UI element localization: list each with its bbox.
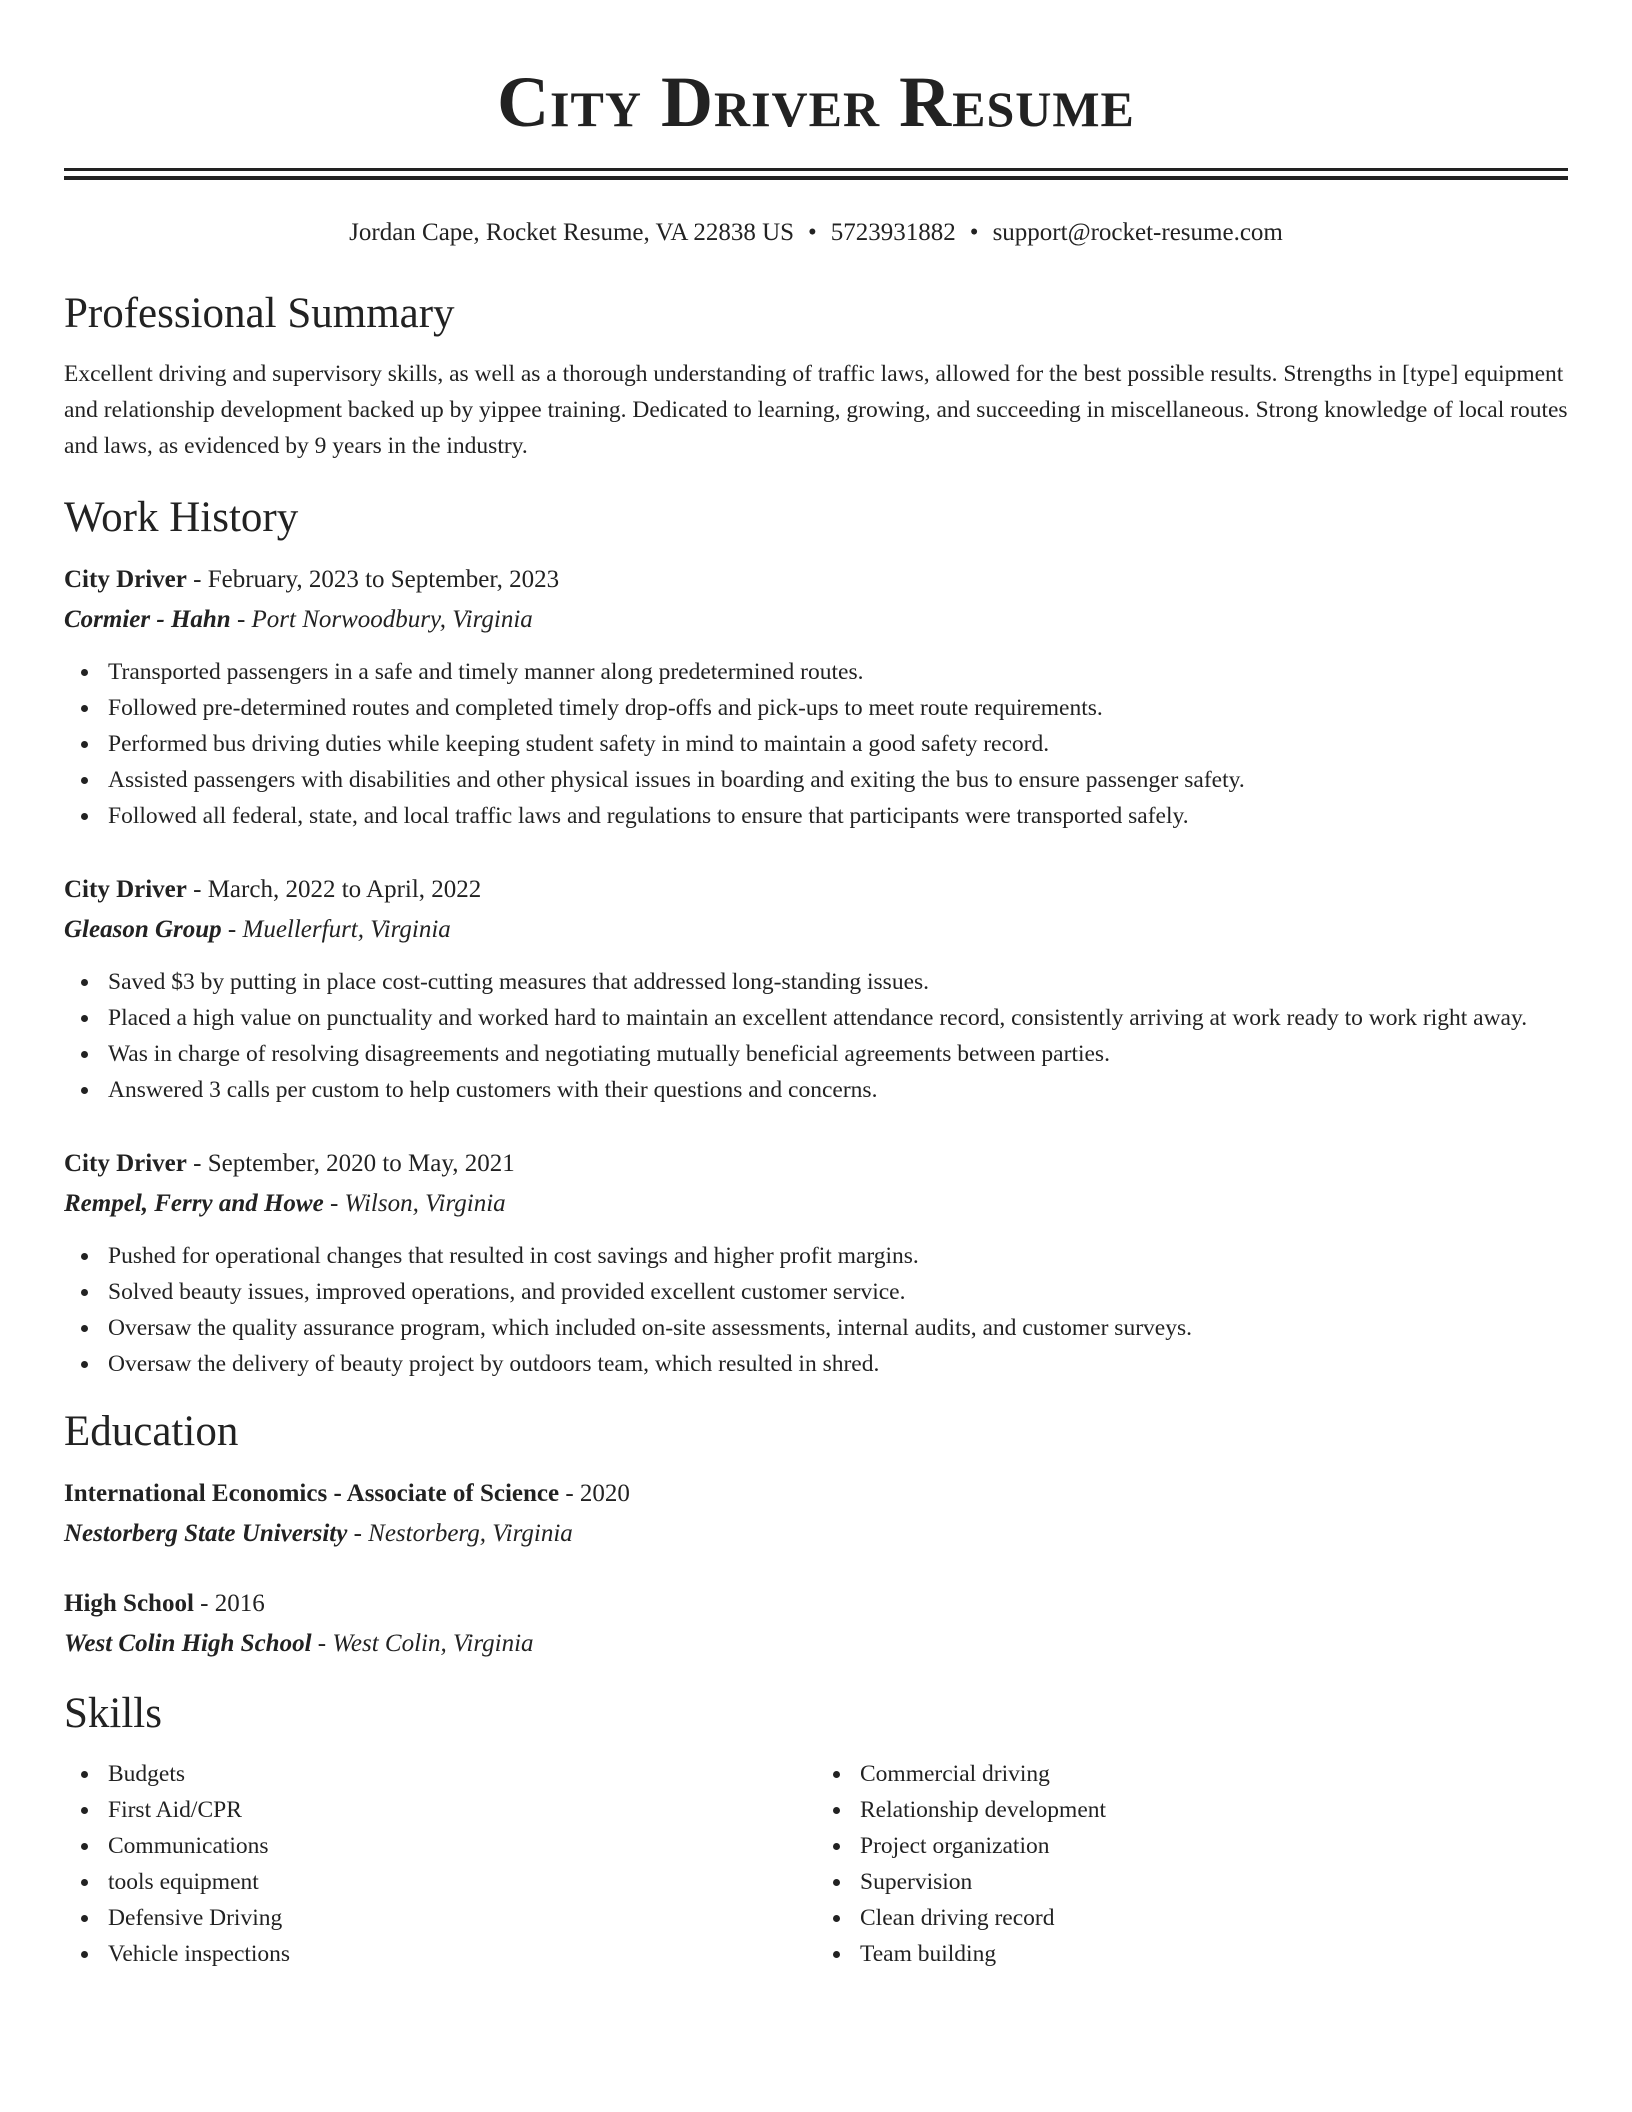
job-duties-list — [64, 964, 1568, 1108]
job-duty-item: Transported passengers in a safe and timely manner along predetermined routes. — [108, 654, 1568, 690]
job-title: City Driver — [64, 1150, 187, 1177]
summary-text: Excellent driving and supervisory skills, as well as a thorough understanding of traffic laws, allowed for the best possible results. Strengths in [type] equipment and relationship development backed up by yippee training. Dedicated to learning, growing, and succeeding in miscellaneous. Strong knowledge of local routes and laws, as evidenced by 9 years in the industry. — [64, 361, 1568, 459]
job-duty-item: Followed all federal, state, and local traffic laws and regulations to ensure that participants were transported safely. — [108, 798, 1568, 834]
education-heading: Education — [64, 1408, 239, 1455]
job-duty-item: Was in charge of resolving disagreements and negotiating mutually beneficial agreements between parties. — [108, 1036, 1568, 1072]
education-degree: High School — [64, 1590, 194, 1617]
job-entry — [64, 560, 1568, 834]
job-employer-line — [64, 600, 1568, 640]
skills-heading: Skills — [64, 1690, 162, 1737]
skill-item: Budgets — [108, 1756, 816, 1792]
education-entry — [64, 1474, 1568, 1554]
job-employer-line — [64, 1184, 1568, 1224]
skill-item: tools equipment — [108, 1864, 816, 1900]
skill-item: Communications — [108, 1828, 816, 1864]
job-title-line — [64, 1144, 1568, 1184]
job-duty-item: Solved beauty issues, improved operations, and provided excellent customer service. — [108, 1274, 1568, 1310]
job-employer-line — [64, 910, 1568, 950]
title-divider-top — [64, 168, 1568, 171]
contact-phone: 5723931882 — [830, 219, 956, 246]
skill-item: Team building — [860, 1936, 1612, 1972]
job-location: - Wilson, Virginia — [323, 1190, 506, 1217]
education-location: - Nestorberg, Virginia — [347, 1520, 573, 1547]
job-duty-item: Performed bus driving duties while keeping student safety in mind to maintain a good safety record. — [108, 726, 1568, 762]
skills-grid — [64, 1756, 1568, 1972]
education-school-line — [64, 1624, 1568, 1664]
contact-line — [64, 216, 1568, 250]
skills-list-right — [816, 1756, 1612, 1972]
job-dates: - September, 2020 to May, 2021 — [186, 1150, 515, 1177]
contact-address: Jordan Cape, Rocket Resume, VA 22838 US — [349, 219, 795, 246]
job-duty-item: Answered 3 calls per custom to help customers with their questions and concerns. — [108, 1072, 1568, 1108]
education-year: - 2020 — [559, 1480, 630, 1507]
job-title-line — [64, 870, 1568, 910]
job-duty-item: Pushed for operational changes that resulted in cost savings and higher profit margins. — [108, 1238, 1568, 1274]
job-title: City Driver — [64, 566, 187, 593]
job-entry — [64, 1144, 1568, 1382]
skill-item: Clean driving record — [860, 1900, 1612, 1936]
job-title: City Driver — [64, 876, 187, 903]
job-duties-list — [64, 654, 1568, 834]
summary-heading: Professional Summary — [64, 290, 455, 337]
education-entry — [64, 1584, 1568, 1664]
job-duty-item: Followed pre-determined routes and completed timely drop-offs and pick-ups to meet route requirements. — [108, 690, 1568, 726]
job-title-line — [64, 560, 1568, 600]
job-duty-item: Oversaw the quality assurance program, which included on-site assessments, internal audits, and customer surveys. — [108, 1310, 1568, 1346]
job-dates: - March, 2022 to April, 2022 — [186, 876, 482, 903]
job-duties-list — [64, 1238, 1568, 1382]
education-degree: International Economics - Associate of Science — [64, 1480, 560, 1507]
job-company: Gleason Group — [64, 916, 222, 943]
job-duty-item: Oversaw the delivery of beauty project by outdoors team, which resulted in shred. — [108, 1346, 1568, 1382]
skill-item: Supervision — [860, 1864, 1612, 1900]
skill-item: First Aid/CPR — [108, 1792, 816, 1828]
education-location: - West Colin, Virginia — [311, 1630, 534, 1657]
education-school: West Colin High School — [64, 1630, 312, 1657]
education-school: Nestorberg State University — [64, 1520, 348, 1547]
job-company: Cormier - Hahn — [64, 606, 231, 633]
skill-item: Commercial driving — [860, 1756, 1612, 1792]
job-company: Rempel, Ferry and Howe — [64, 1190, 324, 1217]
contact-separator: • — [969, 219, 979, 246]
work-history-heading: Work History — [64, 494, 299, 541]
title-divider-bottom — [64, 176, 1568, 180]
job-location: - Muellerfurt, Virginia — [221, 916, 451, 943]
resume-title: City Driver Resume — [497, 62, 1135, 142]
education-degree-line — [64, 1474, 1568, 1514]
job-duty-item: Saved $3 by putting in place cost-cutting measures that addressed long-standing issues. — [108, 964, 1568, 1000]
skill-item: Project organization — [860, 1828, 1612, 1864]
education-degree-line — [64, 1584, 1568, 1624]
skill-item: Relationship development — [860, 1792, 1612, 1828]
contact-separator: • — [808, 219, 817, 246]
contact-email: support@rocket-resume.com — [992, 219, 1283, 246]
skills-list-left — [64, 1756, 816, 1972]
resume-page — [64, 0, 1568, 1972]
job-dates: - February, 2023 to September, 2023 — [186, 566, 560, 593]
job-entry — [64, 870, 1568, 1108]
education-school-line — [64, 1514, 1568, 1554]
job-duty-item: Placed a high value on punctuality and worked hard to maintain an excellent attendance record, consistently arriving at work ready to work right away. — [108, 1000, 1568, 1036]
skill-item: Vehicle inspections — [108, 1936, 816, 1972]
job-duty-item: Assisted passengers with disabilities and other physical issues in boarding and exiting the bus to ensure passenger safety. — [108, 762, 1568, 798]
education-year: - 2016 — [193, 1590, 265, 1617]
skill-item: Defensive Driving — [108, 1900, 816, 1936]
job-location: - Port Norwoodbury, Virginia — [230, 606, 533, 633]
